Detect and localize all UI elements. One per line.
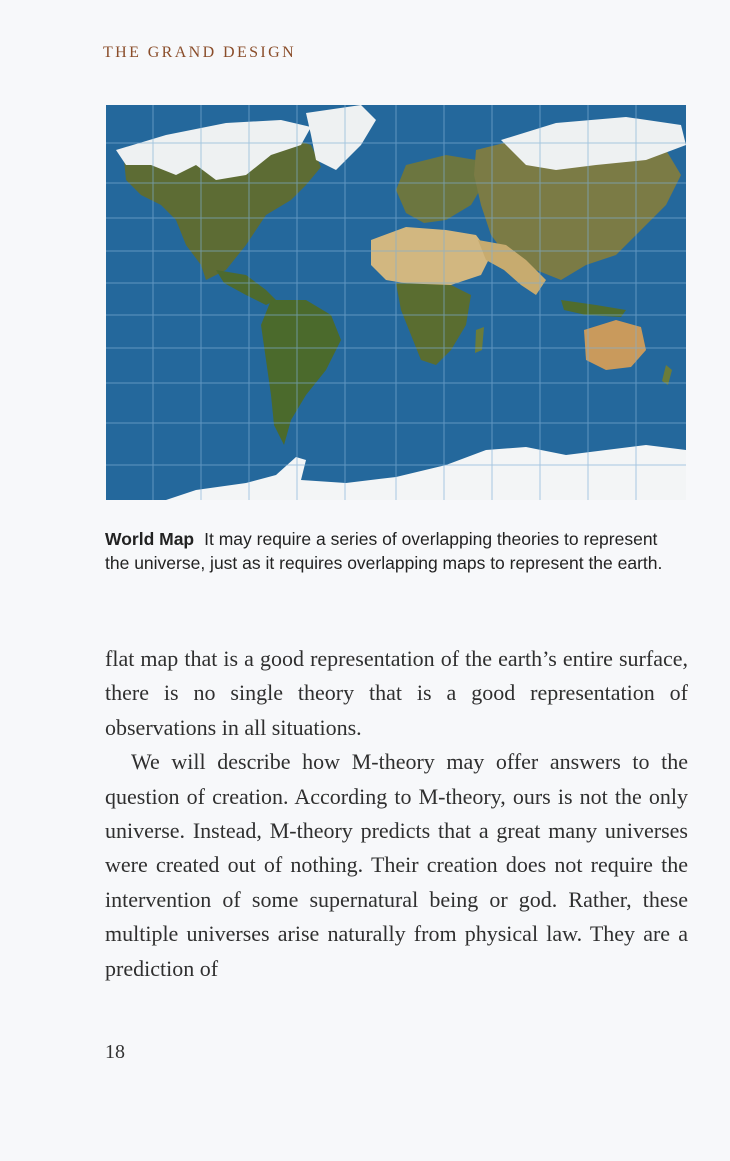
figure-title: World Map: [105, 529, 195, 549]
paragraph-2: We will describe how M-theory may offer answers to the question of creation. According to M-theory, ours is not the only universe. Instead, M-theory predicts that a great many universes were created out of nothing. Their creation does not require the intervention of some supernatural being or god. Rather, these multiple universes arise naturally from physical law. They are a prediction of: [105, 749, 688, 981]
page-number: 18: [105, 1041, 125, 1063]
world-map-figure: [106, 105, 686, 500]
running-head: THE GRAND DESIGN: [103, 44, 297, 61]
body-text: [105, 642, 688, 986]
paragraph-1: flat map that is a good representation of the earth’s entire surface, there is no single theory that is a good representation of observations in all situations.: [105, 646, 688, 740]
figure-caption-text: It may require a series of overlapping theories to represent the universe, just as it requires overlapping maps to represent the earth.: [105, 529, 663, 573]
figure-caption: [105, 527, 685, 575]
world-map-image: [106, 105, 686, 500]
africa-desert: [371, 227, 491, 285]
